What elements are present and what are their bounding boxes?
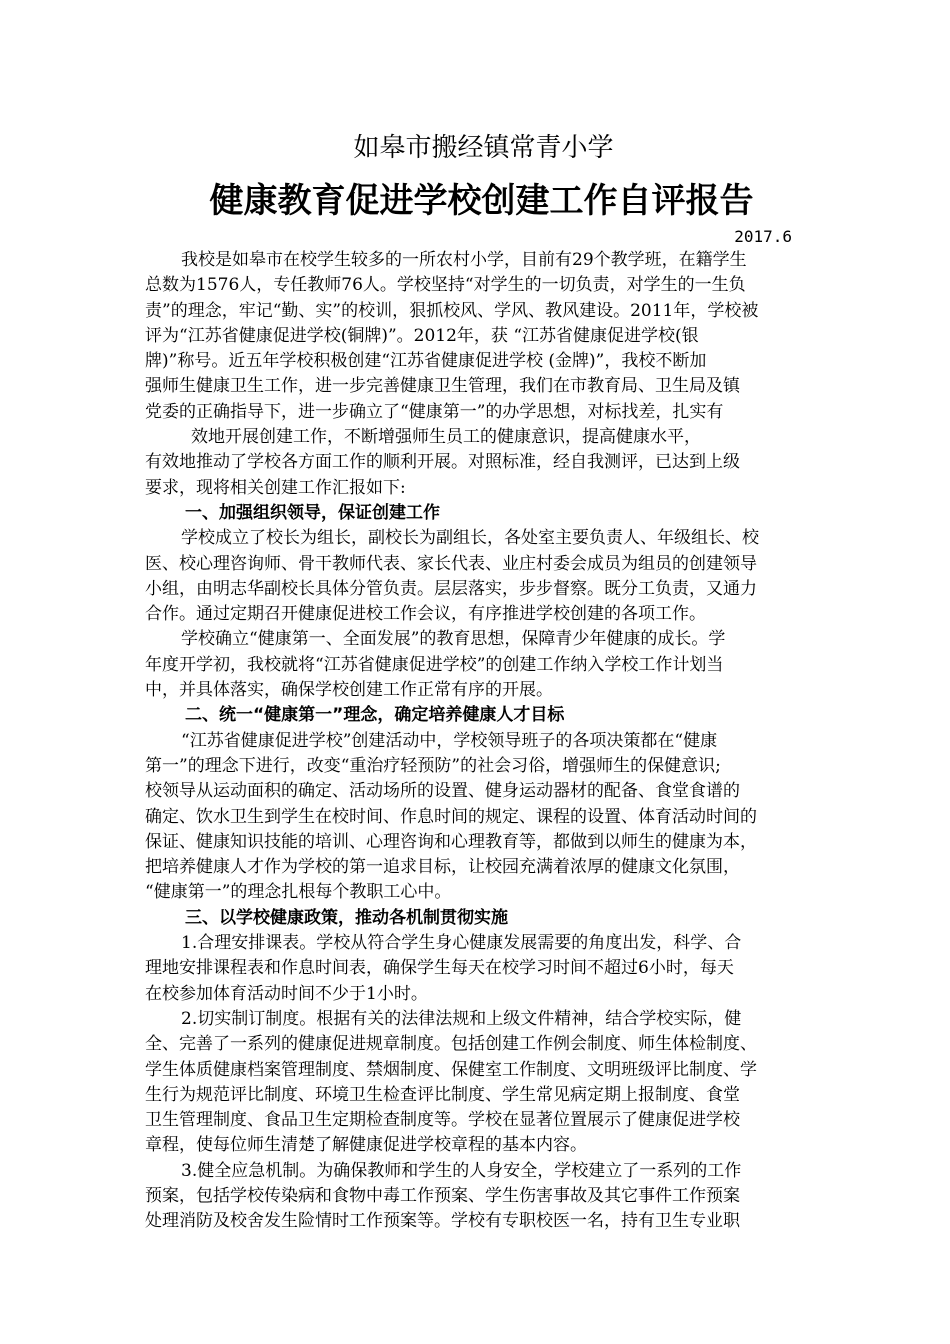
paragraph-line: “江苏省健康促进学校”创建活动中，学校领导班子的各项决策都在“健康 xyxy=(181,730,718,751)
paragraph-line: 卫生管理制度、食品卫生定期检查制度等。学校在显著位置展示了健康促进学校 xyxy=(145,1110,740,1131)
paragraph-line: 学生体质健康档案管理制度、禁烟制度、保健室工作制度、文明班级评比制度、学 xyxy=(145,1059,757,1080)
paragraph-line: 合作。通过定期召开健康促进校工作会议，有序推进学校创建的各项工作。 xyxy=(145,604,706,625)
paragraph-line: 学校确立“健康第一、全面发展”的教育思想，保障青少年健康的成长。学 xyxy=(181,629,726,650)
paragraph-line: 保证、健康知识技能的培训、心理咨询和心理教育等，都做到以师生的健康为本， xyxy=(145,831,757,852)
document-page xyxy=(145,128,808,1235)
paragraph-line: 预案，包括学校传染病和食物中毒工作预案、学生伤害事故及其它事件工作预案 xyxy=(145,1185,740,1206)
paragraph-line: 在校参加体育活动时间不少于1小时。 xyxy=(145,983,428,1004)
paragraph-line: 生行为规范评比制度、环境卫生检查评比制度、学生常见病定期上报制度、食堂 xyxy=(145,1084,740,1105)
paragraph-line: “健康第一”的理念扎根每个教职工心中。 xyxy=(145,882,452,903)
intro-line: 我校是如皋市在校学生较多的一所农村小学，目前有29个教学班，在籍学生 xyxy=(181,250,747,270)
intro-line: 强师生健康卫生工作，进一步完善健康卫生管理，我们在市教育局、卫生局及镇 xyxy=(145,376,740,397)
paragraph-line: 年度开学初，我校就将“江苏省健康促进学校”的创建工作纳入学校工作计划当 xyxy=(145,654,724,675)
paragraph-line: 2.切实制订制度。根据有关的法律法规和上级文件精神，结合学校实际，健 xyxy=(181,1008,742,1029)
paragraph-line: 1.合理安排课表。学校从符合学生身心健康发展需要的角度出发，科学、合 xyxy=(181,933,742,954)
section-heading: 三、以学校健康政策，推动各机制贯彻实施 xyxy=(185,907,508,928)
paragraph-line: 把培养健康人才作为学校的第一追求目标，让校园充满着浓厚的健康文化氛围， xyxy=(145,857,740,878)
paragraph-line: 确定、饮水卫生到学生在校时间、作息时间的规定、课程的设置、体育活动时间的 xyxy=(145,806,757,827)
intro-line: 牌)”称号。近五年学校积极创建“江苏省健康促进学校 (金牌)”，我校不断加 xyxy=(145,351,707,372)
intro-line: 有效地推动了学校各方面工作的顺利开展。对照标准，经自我测评，已达到上级 xyxy=(145,452,740,473)
paragraph-line: 理地安排课程表和作息时间表，确保学生每天在校学习时间不超过6小时，每天 xyxy=(145,958,734,979)
intro-line: 总数为1576人，专任教师76人。学校坚持“对学生的一切负责，对学生的一生负 xyxy=(145,275,746,296)
report-date: 2017.6 xyxy=(734,227,792,246)
report-title: 健康教育促进学校创建工作自评报告 xyxy=(209,181,754,221)
intro-line: 效地开展创建工作，不断增强师生员工的健康意识，提高健康水平， xyxy=(191,427,701,448)
paragraph-line: 中，并具体落实，确保学校创建工作正常有序的开展。 xyxy=(145,680,553,701)
paragraph-line: 处理消防及校舍发生险情时工作预案等。学校有专职校医一名，持有卫生专业职 xyxy=(145,1211,740,1232)
paragraph-line: 3.健全应急机制。为确保教师和学生的人身安全，学校建立了一系列的工作 xyxy=(181,1160,742,1181)
paragraph-line: 小组，由明志华副校长具体分管负责。层层落实，步步督察。既分工负责，又通力 xyxy=(145,578,757,599)
paragraph-line: 全、完善了一系列的健康促进规章制度。包括创建工作例会制度、师生体检制度、 xyxy=(145,1034,757,1055)
paragraph-line: 医、校心理咨询师、骨干教师代表、家长代表、业庄村委会成员为组员的创建领导 xyxy=(145,553,757,574)
intro-line: 党委的正确指导下，进一步确立了“健康第一”的办学思想，对标找差，扎实有 xyxy=(145,401,724,422)
intro-line: 评为“江苏省健康促进学校(铜牌)”。2012年，获 “江苏省健康促进学校(银 xyxy=(145,325,699,346)
section-heading: 一、加强组织领导，保证创建工作 xyxy=(185,502,440,523)
school-name: 如皋市搬经镇常青小学 xyxy=(353,133,614,163)
intro-line: 责”的理念，牢记“勤、实”的校训，狠抓校风、学风、教风建设。2011年，学校被 xyxy=(145,300,759,321)
paragraph-line: 校领导从运动面积的确定、活动场所的设置、健身运动器材的配备、食堂食谱的 xyxy=(145,781,740,802)
section-heading: 二、统一“健康第一”理念，确定培养健康人才目标 xyxy=(185,705,565,726)
paragraph-line: 学校成立了校长为组长，副校长为副组长，各处室主要负责人、年级组长、校 xyxy=(181,528,759,549)
paragraph-line: 第一”的理念下进行，改变“重治疗轻预防”的社会习俗，增强师生的保健意识; xyxy=(145,755,721,776)
intro-line: 要求，现将相关创建工作汇报如下: xyxy=(145,477,406,498)
paragraph-line: 章程，使每位师生清楚了解健康促进学校章程的基本内容。 xyxy=(145,1135,587,1156)
